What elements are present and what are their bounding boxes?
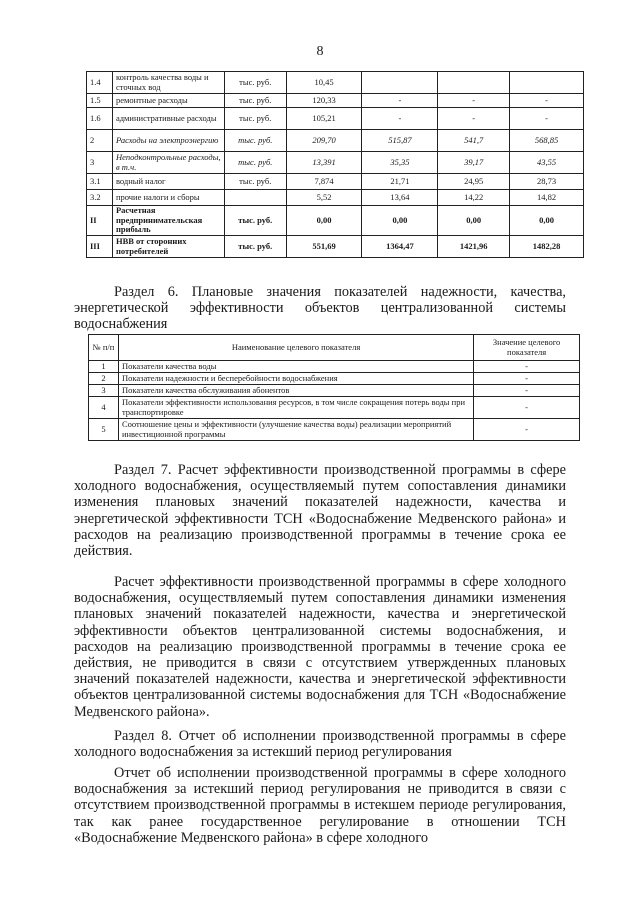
row-unit: тыс. руб. (224, 236, 286, 258)
row-name: Показатели эффективности использования ресурсов, в том числе сокращения потерь воды при транспортировке (118, 397, 473, 419)
row-number: 3 (87, 152, 113, 174)
value-col-4: 14,82 (510, 190, 584, 206)
value-col-1: 551,69 (286, 236, 362, 258)
section7-paragraph-1: Раздел 7. Расчет эффективности производственной программы в сфере холодного водоснабжения, осуществляемый путем сопоставления динамики изменения плановых значений показателей надежности, качества и энергетической эффективности ТСН «Водоснабжение Медвенского района» и расходов на реализацию производственной программы в течение срока ее действия. (74, 462, 566, 560)
row-number: 3.1 (87, 174, 113, 190)
expenses-table (86, 71, 584, 258)
table-row (87, 94, 584, 108)
value-col-2: 21,71 (362, 174, 438, 190)
value-col-3: 39,17 (438, 152, 510, 174)
table-row (87, 190, 584, 206)
row-unit: тыс. руб. (224, 94, 286, 108)
section8-paragraph-1: Отчет об исполнении производственной программы в сфере холодного водоснабжения за истекший период регулирования не приводится в связи с отсутствием производственной программы в истекшем периоде регулирования, так как ранее государственное регулирование в отношении ТСН «Водоснабжение Медвенского района» в сфере холодного (74, 765, 566, 846)
row-number: 3.2 (87, 190, 113, 206)
row-number: 1.4 (87, 72, 113, 94)
value-col-1: 7,874 (286, 174, 362, 190)
table-row (89, 397, 580, 419)
value-col-3: - (438, 94, 510, 108)
table-row (87, 206, 584, 236)
table-row (87, 152, 584, 174)
value-col-2: - (362, 108, 438, 130)
value-col-3: 0,00 (438, 206, 510, 236)
section6-heading: Раздел 6. Плановые значения показателей надежности, качества, энергетической эффективности объектов централизованной системы водоснабжения (74, 284, 566, 333)
row-name: водный налог (112, 174, 224, 190)
value-col-3: 541,7 (438, 130, 510, 152)
row-unit: тыс. руб. (224, 206, 286, 236)
row-number: 1.5 (87, 94, 113, 108)
header-no: № п/п (89, 335, 119, 361)
row-name: административные расходы (112, 108, 224, 130)
value-col-3: 24,95 (438, 174, 510, 190)
row-name: Показатели качества обслуживания абонентов (118, 385, 473, 397)
value-col-2: - (362, 94, 438, 108)
value-col-4: 568,85 (510, 130, 584, 152)
row-number: 1 (89, 361, 119, 373)
value-col-3: 14,22 (438, 190, 510, 206)
row-name: НВВ от сторонних потребителей (112, 236, 224, 258)
value-col-4: 0,00 (510, 206, 584, 236)
row-number: III (87, 236, 113, 258)
row-value: - (474, 373, 580, 385)
value-col-1: 105,21 (286, 108, 362, 130)
table-row (87, 130, 584, 152)
row-unit: тыс. руб. (224, 130, 286, 152)
row-value: - (474, 385, 580, 397)
value-col-2: 0,00 (362, 206, 438, 236)
row-number: 1.6 (87, 108, 113, 130)
value-col-4: 1482,28 (510, 236, 584, 258)
row-number: 3 (89, 385, 119, 397)
table-row (89, 385, 580, 397)
value-col-1: 120,33 (286, 94, 362, 108)
table-row (89, 419, 580, 441)
row-value: - (474, 361, 580, 373)
header-value: Значение целевого показателя (474, 335, 580, 361)
value-col-2 (362, 72, 438, 94)
row-unit: тыс. руб. (224, 108, 286, 130)
value-col-1: 10,45 (286, 72, 362, 94)
row-name: Расходы на электроэнергию (112, 130, 224, 152)
row-value: - (474, 419, 580, 441)
table-row (87, 72, 584, 94)
value-col-4: - (510, 94, 584, 108)
row-name: Неподконтрольные расходы, в т.ч. (112, 152, 224, 174)
row-name: Показатели качества воды (118, 361, 473, 373)
value-col-1: 13,391 (286, 152, 362, 174)
table-row (89, 373, 580, 385)
row-number: 2 (87, 130, 113, 152)
page-number: 8 (316, 44, 324, 59)
table-row (87, 174, 584, 190)
row-name: Показатели надежности и бесперебойности водоснабжения (118, 373, 473, 385)
row-name: Соотношение цены и эффективности (улучшение качества воды) реализации мероприятий инвестиционной программы (118, 419, 473, 441)
table-row (87, 108, 584, 130)
value-col-4: - (510, 108, 584, 130)
value-col-2: 515,87 (362, 130, 438, 152)
row-number: 4 (89, 397, 119, 419)
header-name: Наименование целевого показателя (118, 335, 473, 361)
value-col-3 (438, 72, 510, 94)
row-unit: тыс. руб. (224, 72, 286, 94)
value-col-4: 43,55 (510, 152, 584, 174)
value-col-2: 13,64 (362, 190, 438, 206)
row-name: прочие налоги и сборы (112, 190, 224, 206)
target-indicators-table (88, 334, 580, 441)
value-col-4: 28,73 (510, 174, 584, 190)
row-number: II (87, 206, 113, 236)
value-col-1: 209,70 (286, 130, 362, 152)
row-name: Расчетная предпринимательская прибыль (112, 206, 224, 236)
row-number: 2 (89, 373, 119, 385)
row-name: ремонтные расходы (112, 94, 224, 108)
value-col-2: 35,35 (362, 152, 438, 174)
value-col-3: 1421,96 (438, 236, 510, 258)
table-row (89, 361, 580, 373)
section7-paragraph-2: Расчет эффективности производственной программы в сфере холодного водоснабжения, осуществляемый путем сопоставления динамики изменения плановых значений показателей надежности, качества и энергетической эффективности объектов централизованной системы водоснабжения, и расходов на реализацию производственной программы в течение срока ее действия, не приводится в связи с отсутствием утвержденных плановых значений показателей надежности, качества и энергетической эффективности объектов централизованной системы водоснабжения для ТСН «Водоснабжение Медвенского района». (74, 574, 566, 720)
row-name: контроль качества воды и сточных вод (112, 72, 224, 94)
table-row (87, 236, 584, 258)
value-col-4 (510, 72, 584, 94)
row-unit: тыс. руб. (224, 174, 286, 190)
row-number: 5 (89, 419, 119, 441)
value-col-1: 5,52 (286, 190, 362, 206)
section8-heading: Раздел 8. Отчет об исполнении производственной программы в сфере холодного водоснабжения за истекший период регулирования (74, 728, 566, 761)
row-value: - (474, 397, 580, 419)
row-unit (224, 190, 286, 206)
value-col-3: - (438, 108, 510, 130)
value-col-1: 0,00 (286, 206, 362, 236)
table-header-row (89, 335, 580, 361)
row-unit: тыс. руб. (224, 152, 286, 174)
value-col-2: 1364,47 (362, 236, 438, 258)
